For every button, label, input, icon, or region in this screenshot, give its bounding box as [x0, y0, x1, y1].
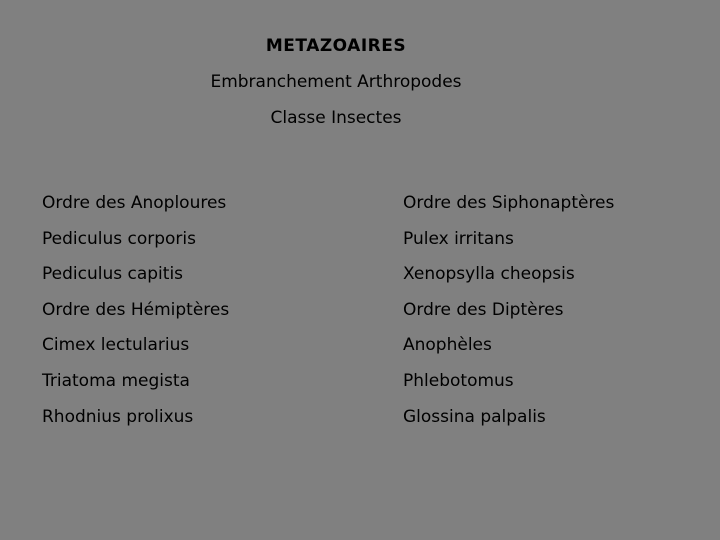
species-item: Pulex irritans	[403, 228, 514, 249]
species-item: Pediculus capitis	[42, 264, 184, 285]
species-item: Xenopsylla cheopsis	[403, 264, 575, 285]
species-item: Rhodnius prolixus	[42, 406, 194, 427]
order-heading-siphonapteres: Ordre des Siphonaptères	[403, 193, 615, 213]
species-item: Triatoma megista	[42, 370, 190, 391]
slide-title: METAZOAIRES	[265, 36, 407, 56]
species-item: Glossina palpalis	[403, 406, 546, 427]
order-heading-hemipteres: Ordre des Hémiptères	[42, 299, 230, 320]
classe-heading: Classe Insectes	[270, 108, 402, 128]
left-column	[42, 190, 229, 439]
order-heading-anoploures: Ordre des Anoploures	[42, 193, 227, 213]
embranchement-heading: Embranchement Arthropodes	[210, 72, 462, 92]
right-column	[403, 190, 614, 439]
species-item: Anophèles	[403, 335, 492, 356]
species-item: Cimex lectularius	[42, 335, 190, 356]
species-item: Pediculus corporis	[42, 228, 196, 249]
species-item: Phlebotomus	[403, 370, 514, 391]
order-heading-dipteres: Ordre des Diptères	[403, 299, 564, 320]
